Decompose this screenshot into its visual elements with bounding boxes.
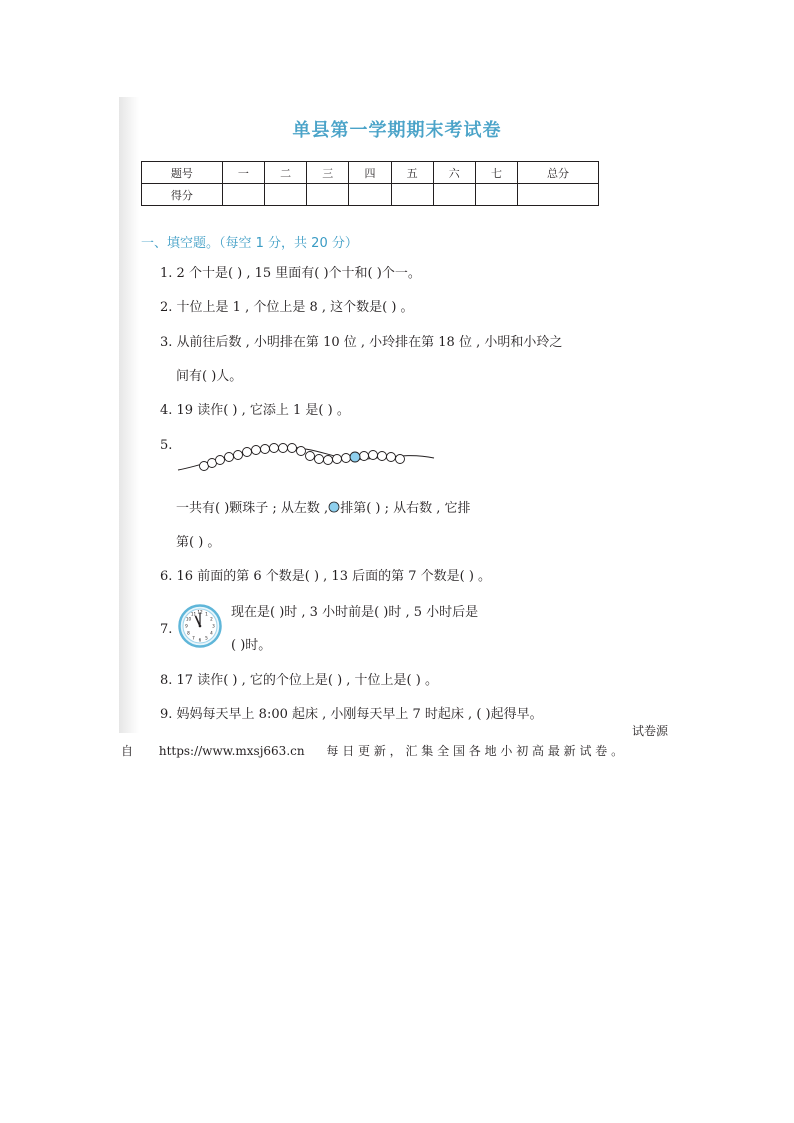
svg-text:2: 2	[210, 616, 213, 622]
score-table	[141, 161, 599, 206]
score-input-cell[interactable]	[518, 184, 599, 206]
score-cell: 五	[391, 162, 433, 184]
footer-line-2	[121, 742, 623, 759]
question-5-part-b: 排第( ) ; 从右数 , 它排	[340, 501, 471, 516]
question-5-part-a: 一共有( )颗珠子 ; 从左数 ,	[176, 501, 329, 516]
svg-text:10: 10	[185, 616, 192, 622]
score-cell: 二	[265, 162, 307, 184]
question-7-number: 7.	[160, 622, 173, 637]
question-3-line-2: 间有( )人。	[176, 369, 243, 384]
score-input-cell[interactable]	[475, 184, 517, 206]
score-cell: 三	[307, 162, 349, 184]
beads-string-image	[176, 437, 438, 477]
question-7-line-1: 现在是( )时 , 3 小时前是( )时 , 5 小时后是	[231, 605, 479, 620]
question-5-line-1	[176, 500, 471, 518]
footer-link[interactable]: https://www.mxsj663.cn	[158, 744, 305, 758]
score-cell: 七	[475, 162, 517, 184]
score-input-cell[interactable]	[307, 184, 349, 206]
svg-text:9: 9	[185, 623, 188, 629]
question-4: 4. 19 读作( ) , 它添上 1 是( ) 。	[160, 403, 350, 418]
svg-text:4: 4	[210, 630, 213, 636]
svg-text:8: 8	[187, 630, 190, 636]
score-input-cell[interactable]	[349, 184, 391, 206]
question-5-line-2: 第( ) 。	[176, 535, 221, 550]
question-2: 2. 十位上是 1 , 个位上是 8 , 这个数是( ) 。	[160, 300, 414, 315]
score-cell: 六	[433, 162, 475, 184]
question-1: 1. 2 个十是( ) , 15 里面有( )个十和( )个一。	[160, 266, 421, 281]
svg-text:6: 6	[198, 637, 202, 643]
svg-text:5: 5	[205, 635, 208, 641]
score-input-cell[interactable]	[391, 184, 433, 206]
question-8: 8. 17 读作( ) , 它的个位上是( ) , 十位上是( ) 。	[160, 673, 438, 688]
score-cell: 总分	[518, 162, 599, 184]
svg-text:11: 11	[190, 611, 197, 617]
question-6: 6. 16 前面的第 6 个数是( ) , 13 后面的第 7 个数是( ) 。	[160, 569, 492, 584]
clock-icon	[178, 604, 222, 648]
score-input-cell[interactable]	[433, 184, 475, 206]
highlighted-bead	[350, 452, 360, 462]
svg-text:7: 7	[192, 635, 195, 641]
score-table-score-row	[142, 184, 599, 206]
page-edge-shadow	[119, 97, 139, 733]
question-3-line-1: 3. 从前往后数 , 小明排在第 10 位 , 小玲排在第 18 位 , 小明和小玲之	[160, 335, 563, 350]
svg-text:1: 1	[205, 611, 208, 617]
exam-title: 单县第一学期期末考试卷	[292, 120, 502, 141]
footer-prefix: 自	[121, 744, 134, 758]
score-cell: 四	[349, 162, 391, 184]
score-cell: 得分	[142, 184, 223, 206]
score-input-cell[interactable]	[222, 184, 264, 206]
blue-bead-icon	[328, 501, 340, 513]
bead-group	[200, 444, 405, 471]
score-table-header-row	[142, 162, 599, 184]
score-cell: 一	[222, 162, 264, 184]
footer-source-label: 试卷源	[632, 724, 669, 738]
question-7-line-2: ( )时。	[231, 638, 272, 653]
question-5-number: 5.	[160, 438, 173, 453]
section-heading: 一、填空题。（每空 1 分，共 20 分）	[141, 236, 358, 251]
svg-text:3: 3	[212, 623, 215, 629]
footer-tagline: 每 日 更 新 ， 汇 集 全 国 各 地 小 初 高 最 新 试 卷 。	[326, 744, 624, 758]
score-input-cell[interactable]	[265, 184, 307, 206]
question-9: 9. 妈妈每天早上 8:00 起床 , 小刚每天早上 7 时起床 , ( )起得早。	[160, 707, 543, 722]
score-cell: 题号	[142, 162, 223, 184]
svg-text:12: 12	[197, 609, 203, 615]
